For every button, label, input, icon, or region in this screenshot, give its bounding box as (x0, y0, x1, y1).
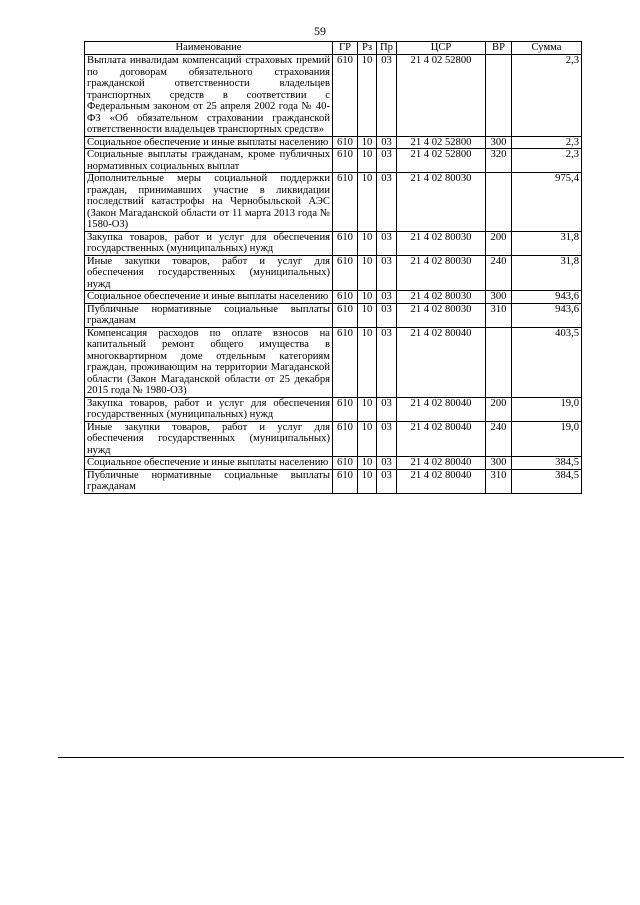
row-pr: 03 (377, 55, 397, 137)
table-row (85, 255, 582, 291)
row-vr: 240 (486, 421, 512, 457)
header-rz: Рз (358, 42, 377, 55)
row-gr: 610 (333, 136, 358, 149)
row-pr: 03 (377, 457, 397, 470)
row-rz: 10 (358, 136, 377, 149)
row-csr: 21 4 02 52800 (397, 149, 486, 173)
table-row (85, 173, 582, 232)
header-row (85, 42, 582, 55)
row-vr: 240 (486, 255, 512, 291)
table-row (85, 457, 582, 470)
row-vr: 310 (486, 469, 512, 493)
row-name: Публичные нормативные социальные выплаты гражданам (85, 303, 333, 327)
row-pr: 03 (377, 303, 397, 327)
page-number: 59 (314, 24, 326, 38)
row-sum: 2,3 (512, 149, 582, 173)
row-rz: 10 (358, 469, 377, 493)
row-sum: 19,0 (512, 397, 582, 421)
row-gr: 610 (333, 327, 358, 397)
table-row (85, 397, 582, 421)
row-gr: 610 (333, 149, 358, 173)
table-row (85, 136, 582, 149)
row-sum: 975,4 (512, 173, 582, 232)
table-row (85, 303, 582, 327)
row-vr: 300 (486, 136, 512, 149)
row-pr: 03 (377, 231, 397, 255)
row-name: Иные закупки товаров, работ и услуг для обеспечения государственных (муниципальных) нужд (85, 255, 333, 291)
table-row (85, 327, 582, 397)
row-csr: 21 4 02 80030 (397, 231, 486, 255)
row-sum: 2,3 (512, 55, 582, 137)
row-csr: 21 4 02 80030 (397, 255, 486, 291)
row-pr: 03 (377, 136, 397, 149)
row-sum: 31,8 (512, 231, 582, 255)
row-rz: 10 (358, 303, 377, 327)
row-pr: 03 (377, 255, 397, 291)
row-gr: 610 (333, 173, 358, 232)
row-csr: 21 4 02 80040 (397, 457, 486, 470)
row-csr: 21 4 02 52800 (397, 136, 486, 149)
row-vr (486, 173, 512, 232)
row-rz: 10 (358, 149, 377, 173)
bottom-divider (58, 757, 624, 758)
row-gr: 610 (333, 55, 358, 137)
row-name: Социальное обеспечение и иные выплаты населению (85, 457, 333, 470)
row-rz: 10 (358, 231, 377, 255)
row-rz: 10 (358, 291, 377, 304)
row-name: Закупка товаров, работ и услуг для обеспечения государственных (муниципальных) нужд (85, 231, 333, 255)
header-sum: Сумма (512, 42, 582, 55)
row-sum: 19,0 (512, 421, 582, 457)
row-sum: 384,5 (512, 457, 582, 470)
row-pr: 03 (377, 421, 397, 457)
row-sum: 2,3 (512, 136, 582, 149)
table-row (85, 149, 582, 173)
row-rz: 10 (358, 55, 377, 137)
row-csr: 21 4 02 80040 (397, 327, 486, 397)
row-rz: 10 (358, 457, 377, 470)
row-rz: 10 (358, 255, 377, 291)
row-vr (486, 55, 512, 137)
row-pr: 03 (377, 149, 397, 173)
table-row (85, 421, 582, 457)
row-name: Выплата инвалидам компенсаций страховых премий по договорам обязательного страхования гражданской ответственности владельцев транспортных средств в соответствии с Федеральным законом от 25 апреля 2002 года № 40-ФЗ «Об обязательном страховании гражданской ответственности владельцев транспортных средств» (85, 55, 333, 137)
table-row (85, 291, 582, 304)
row-gr: 610 (333, 255, 358, 291)
row-name: Публичные нормативные социальные выплаты гражданам (85, 469, 333, 493)
row-sum: 384,5 (512, 469, 582, 493)
row-pr: 03 (377, 173, 397, 232)
row-vr: 200 (486, 231, 512, 255)
row-pr: 03 (377, 327, 397, 397)
row-name: Компенсация расходов по оплате взносов на капитальный ремонт общего имущества в многоквартирном доме отдельным категориям граждан, проживающим на территории Магаданской области (Закон Магаданской области от 25 декабря 2015 года № 1980-ОЗ) (85, 327, 333, 397)
table-row (85, 55, 582, 137)
row-pr: 03 (377, 397, 397, 421)
row-csr: 21 4 02 80030 (397, 173, 486, 232)
row-vr (486, 327, 512, 397)
row-vr: 300 (486, 291, 512, 304)
row-rz: 10 (358, 173, 377, 232)
row-rz: 10 (358, 421, 377, 457)
table-row (85, 231, 582, 255)
table-row (85, 469, 582, 493)
row-csr: 21 4 02 80040 (397, 469, 486, 493)
row-csr: 21 4 02 80040 (397, 397, 486, 421)
row-gr: 610 (333, 421, 358, 457)
row-pr: 03 (377, 291, 397, 304)
row-vr: 320 (486, 149, 512, 173)
row-name: Социальные выплаты гражданам, кроме публичных нормативных социальных выплат (85, 149, 333, 173)
header-gr: ГР (333, 42, 358, 55)
row-gr: 610 (333, 469, 358, 493)
row-csr: 21 4 02 80040 (397, 421, 486, 457)
row-rz: 10 (358, 397, 377, 421)
row-name: Социальное обеспечение и иные выплаты населению (85, 291, 333, 304)
header-csr: ЦСР (397, 42, 486, 55)
row-sum: 943,6 (512, 291, 582, 304)
row-gr: 610 (333, 291, 358, 304)
row-name: Социальное обеспечение и иные выплаты населению (85, 136, 333, 149)
row-pr: 03 (377, 469, 397, 493)
header-name: Наименование (85, 42, 333, 55)
row-sum: 943,6 (512, 303, 582, 327)
row-vr: 310 (486, 303, 512, 327)
row-csr: 21 4 02 80030 (397, 291, 486, 304)
header-vr: ВР (486, 42, 512, 55)
row-gr: 610 (333, 457, 358, 470)
row-name: Закупка товаров, работ и услуг для обеспечения государственных (муниципальных) нужд (85, 397, 333, 421)
row-vr: 300 (486, 457, 512, 470)
row-gr: 610 (333, 231, 358, 255)
row-name: Дополнительные меры социальной поддержки граждан, принимавших участие в ликвидации последствий катастрофы на Чернобыльской АЭС (Закон Магаданской области от 11 марта 2013 года № 1580-ОЗ) (85, 173, 333, 232)
row-csr: 21 4 02 52800 (397, 55, 486, 137)
row-vr: 200 (486, 397, 512, 421)
header-pr: Пр (377, 42, 397, 55)
row-gr: 610 (333, 397, 358, 421)
row-gr: 610 (333, 303, 358, 327)
row-rz: 10 (358, 327, 377, 397)
row-sum: 31,8 (512, 255, 582, 291)
budget-table (84, 41, 582, 494)
row-csr: 21 4 02 80030 (397, 303, 486, 327)
row-name: Иные закупки товаров, работ и услуг для обеспечения государственных (муниципальных) нужд (85, 421, 333, 457)
row-sum: 403,5 (512, 327, 582, 397)
